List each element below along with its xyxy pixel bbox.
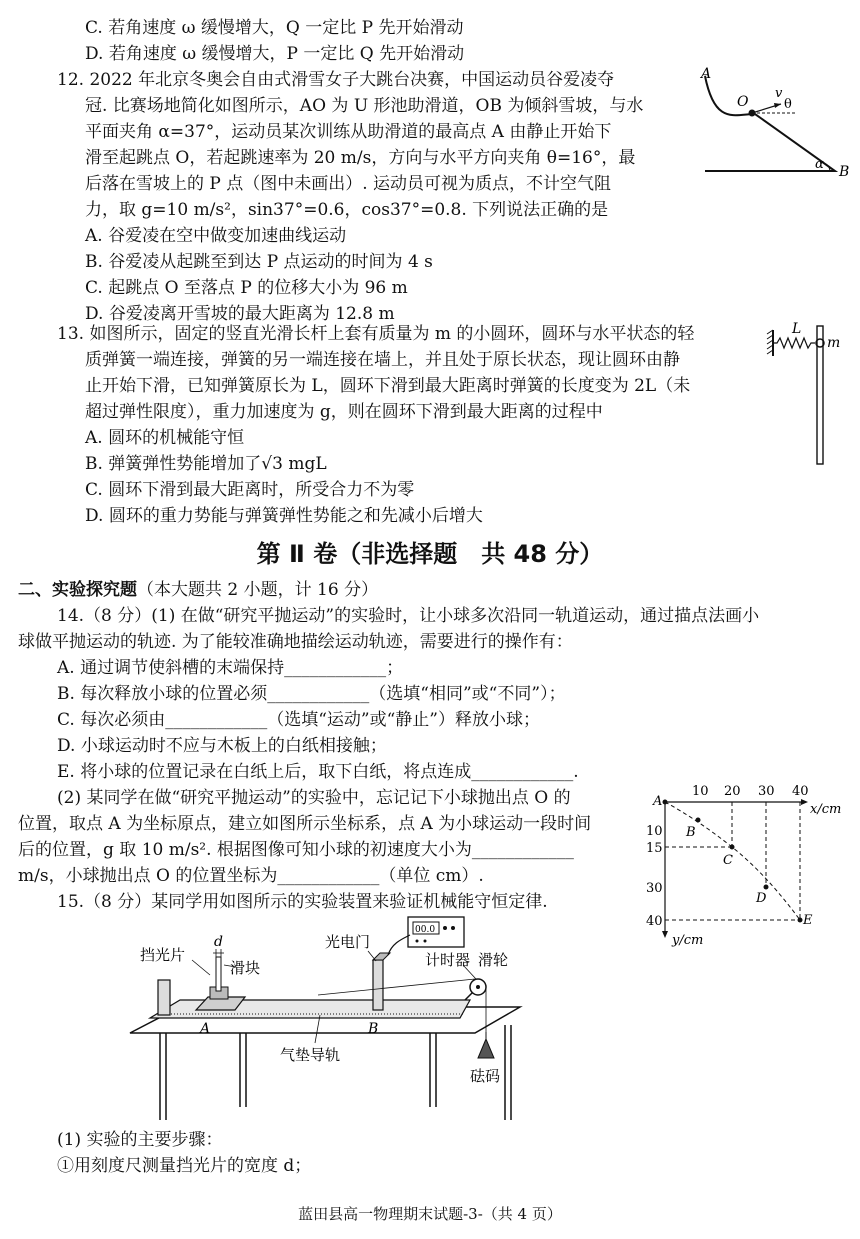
q12-stem-4: 滑至起跳点 O，若起跳速率为 20 m/s，方向与水平方向夹角 θ=16°，最 (85, 148, 636, 168)
q13-stem-2: 质弹簧一端连接，弹簧的另一端连接在墙上，并且处于原长状态，现让圆环由静 (85, 350, 680, 370)
q12-stem-5: 后落在雪坡上的 P 点（图中未画出）. 运动员可视为质点，不计空气阻 (85, 174, 612, 194)
label-a: A (200, 1021, 211, 1037)
y-tick-40: 40 (646, 914, 663, 929)
ring-label-m: m (827, 335, 841, 351)
y-axis-label: y/cm (672, 933, 704, 948)
q13-option-b: B. 弹簧弹性势能增加了√3 mgL (85, 454, 327, 474)
y-tick-15: 15 (646, 841, 663, 856)
q14-item-c: C. 每次必须由____________（选填“运动”或“静止”）释放小球； (57, 710, 540, 730)
point-d: D (756, 891, 767, 906)
page-footer: 蓝田县高一物理期末试题-3-（共 4 页） (298, 1205, 562, 1223)
q14-line-1: 14.（8 分）(1) 在做“研究平抛运动”的实验时，让小球多次沿同一轨道运动，通过描点法画小 (57, 606, 760, 626)
label-pulley: 滑轮 (478, 951, 509, 969)
q14-part2-line-2: 位置，取点 A 为坐标原点，建立如图所示坐标系，点 A 为小球运动一段时间 (18, 814, 592, 834)
air-track-figure (120, 915, 530, 1125)
q12-stem-3: 平面夹角 α=37°，运动员某次训练从助滑道的最高点 A 由静止开始下 (85, 122, 612, 142)
point-c: C (723, 853, 733, 868)
x-tick-40: 40 (792, 784, 809, 799)
q12-option-a: A. 谷爱凌在空中做变加速曲线运动 (85, 226, 347, 246)
q12-option-d: D. 谷爱凌离开雪坡的最大距离为 12.8 m (85, 304, 395, 324)
q13-stem-1: 13. 如图所示，固定的竖直光滑长杆上套有质量为 m 的小圆环，圆环与水平状态的轻 (57, 324, 695, 344)
q13-option-c: C. 圆环下滑到最大距离时，所受合力不为零 (85, 480, 415, 500)
q13-stem-4: 超过弹性限度），重力加速度为 g，则在圆环下滑到最大距离的过程中 (85, 402, 603, 422)
q14-item-a: A. 通过调节使斜槽的末端保持____________； (57, 658, 404, 678)
label-b: B (368, 1021, 379, 1037)
q14-part2-line-1: (2) 某同学在做“研究平抛运动”的实验中，忘记记下小球抛出点 O 的 (57, 788, 571, 808)
trajectory-graph (640, 780, 855, 950)
q11-option-c: C. 若角速度 ω 缓慢增大，Q 一定比 P 先开始滑动 (85, 18, 464, 38)
q14-item-e: E. 将小球的位置记录在白纸上后，取下白纸，将点连成____________. (57, 762, 579, 782)
spring-label-l: L (792, 321, 802, 337)
q14-item-d: D. 小球运动时不应与木板上的白纸相接触； (57, 736, 387, 756)
section2-heading (18, 577, 378, 603)
section2-title: 二、实验探究题 (18, 580, 137, 600)
ski-slope-figure (695, 66, 855, 184)
slope-label-v: v (775, 86, 783, 101)
q15-stem: 15.（8 分）某同学用如图所示的实验装置来验证机械能守恒定律. (57, 892, 548, 912)
point-b: B (686, 825, 696, 840)
q15-steps-title: (1) 实验的主要步骤： (57, 1130, 223, 1150)
slope-label-a: A (701, 66, 712, 82)
label-weight: 砝码 (470, 1067, 501, 1085)
slope-label-o: O (737, 94, 749, 110)
section2-note: （本大题共 2 小题，计 16 分） (137, 580, 379, 600)
q12-option-c: C. 起跳点 O 至落点 P 的位移大小为 96 m (85, 278, 408, 298)
y-tick-30: 30 (646, 881, 663, 896)
q14-part2-line-4: m/s，小球抛出点 O 的位置坐标为____________（单位 cm）. (18, 866, 484, 886)
point-a: A (653, 794, 663, 809)
label-d: d (214, 934, 223, 950)
q12-option-b: B. 谷爱凌从起跳至到达 P 点运动的时间为 4 s (85, 252, 433, 272)
q13-option-a: A. 圆环的机械能守恒 (85, 428, 245, 448)
q12-stem-2: 冠. 比赛场地简化如图所示，AO 为 U 形池助滑道，OB 为倾斜雪坡，与水 (85, 96, 644, 116)
label-track: 气垫导轨 (280, 1046, 341, 1064)
label-timer-display: 00.0 (415, 925, 436, 935)
slope-label-b: B (839, 164, 850, 180)
label-shade: 挡光片 (140, 946, 186, 964)
q14-line-2: 球做平抛运动的轨迹. 为了能较准确地描绘运动轨迹，需要进行的操作有： (18, 632, 573, 652)
x-tick-20: 20 (724, 784, 741, 799)
q11-option-d: D. 若角速度 ω 缓慢增大，P 一定比 Q 先开始滑动 (85, 44, 465, 64)
point-e: E (803, 913, 813, 928)
q14-part2-line-3: 后的位置，g 取 10 m/s². 根据图像可知小球的初速度大小为____________ (18, 840, 574, 860)
x-axis-label: x/cm (810, 802, 842, 817)
slope-label-alpha: α (815, 157, 824, 172)
label-timer: 计时器 (425, 951, 471, 969)
spring-rod-figure (765, 318, 860, 468)
q15-step-1: ①用刻度尺测量挡光片的宽度 d； (57, 1156, 312, 1176)
q13-stem-3: 止开始下滑，已知弹簧原长为 L，圆环下滑到最大距离时弹簧的长度变为 2L（未 (85, 376, 691, 396)
x-tick-30: 30 (758, 784, 775, 799)
q14-item-b: B. 每次释放小球的位置必须____________（选填“相同”或“不同”）； (57, 684, 566, 704)
q12-stem-1: 12. 2022 年北京冬奥会自由式滑雪女子大跳台决赛，中国运动员谷爱凌夺 (57, 70, 615, 90)
label-slider: 滑块 (230, 959, 261, 977)
part2-title: 第 Ⅱ 卷（非选择题 共 48 分） (256, 540, 604, 568)
x-tick-10: 10 (692, 784, 709, 799)
slope-label-theta: θ (784, 97, 792, 112)
y-tick-10: 10 (646, 824, 663, 839)
q12-stem-6: 力，取 g=10 m/s²，sin37°=0.6，cos37°=0.8. 下列说法正确的是 (85, 200, 609, 220)
label-gate: 光电门 (325, 933, 371, 951)
q13-option-d: D. 圆环的重力势能与弹簧弹性势能之和先减小后增大 (85, 506, 483, 526)
